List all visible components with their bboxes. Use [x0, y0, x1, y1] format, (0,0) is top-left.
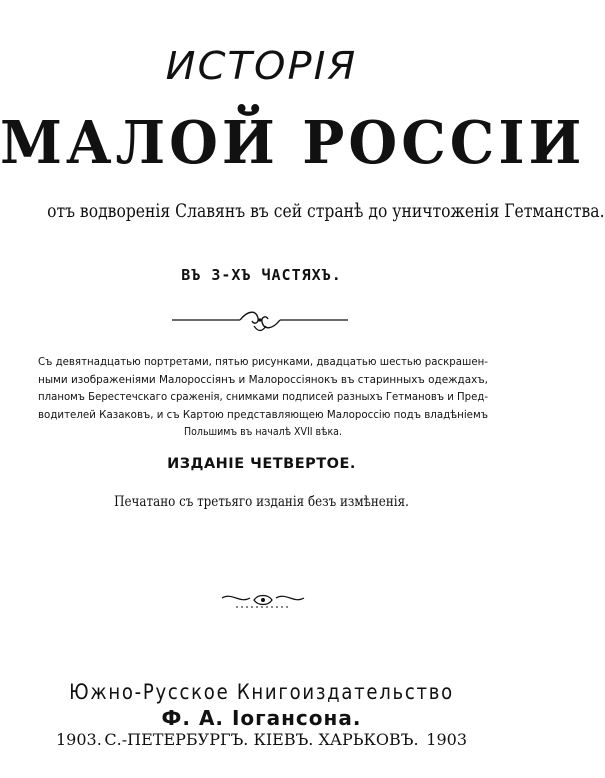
ornament-divider [170, 306, 350, 334]
description-line: водителей Казаковъ, и съ Картою представляющею Малороссію подъ владѣніемъ [38, 408, 488, 421]
ornament-small [218, 590, 308, 612]
printed-note: Печатано съ третьяго изданія безъ измѣненія. [114, 494, 409, 510]
description [38, 354, 488, 442]
description-line: Съ девятнадцатью портретами, пятью рисунками, двадцатью шестью раскрашен- [38, 356, 488, 368]
description-line: ными изображеніями Малороссіянъ и Малороссіянокъ въ старинныхъ одеждахъ, [38, 373, 488, 386]
title-line-1: ИСТОРІЯ [165, 44, 358, 88]
year-right: 1903 [426, 730, 467, 749]
edition-label: ИЗДАНІЕ ЧЕТВЕРТОЕ. [167, 456, 356, 472]
parts-note: ВЪ 3-ХЪ ЧАСТЯХЪ. [181, 266, 342, 284]
title-line-2: МАЛОЙ РОССІИ [0, 108, 586, 178]
publisher: Южно-Русское Книгоиздательство [69, 680, 454, 704]
imprint-line [40, 730, 483, 754]
cities: С.-ПЕТЕРБУРГЪ. КІЕВЪ. ХАРЬКОВЪ. [104, 730, 419, 749]
subtitle: отъ водворенія Славянъ въ сей странѣ до уничтоженія Гетманства. [47, 200, 605, 222]
year-left: 1903. [56, 730, 102, 749]
description-line: планомъ Берестечскаго сраженія, снимками подписей разныхъ Гетмановъ и Пред- [38, 391, 488, 403]
description-line: Польшимъ въ началѣ XVII вѣка. [184, 426, 342, 438]
publisher-name: Ф. А. Іогансона. [161, 706, 362, 730]
